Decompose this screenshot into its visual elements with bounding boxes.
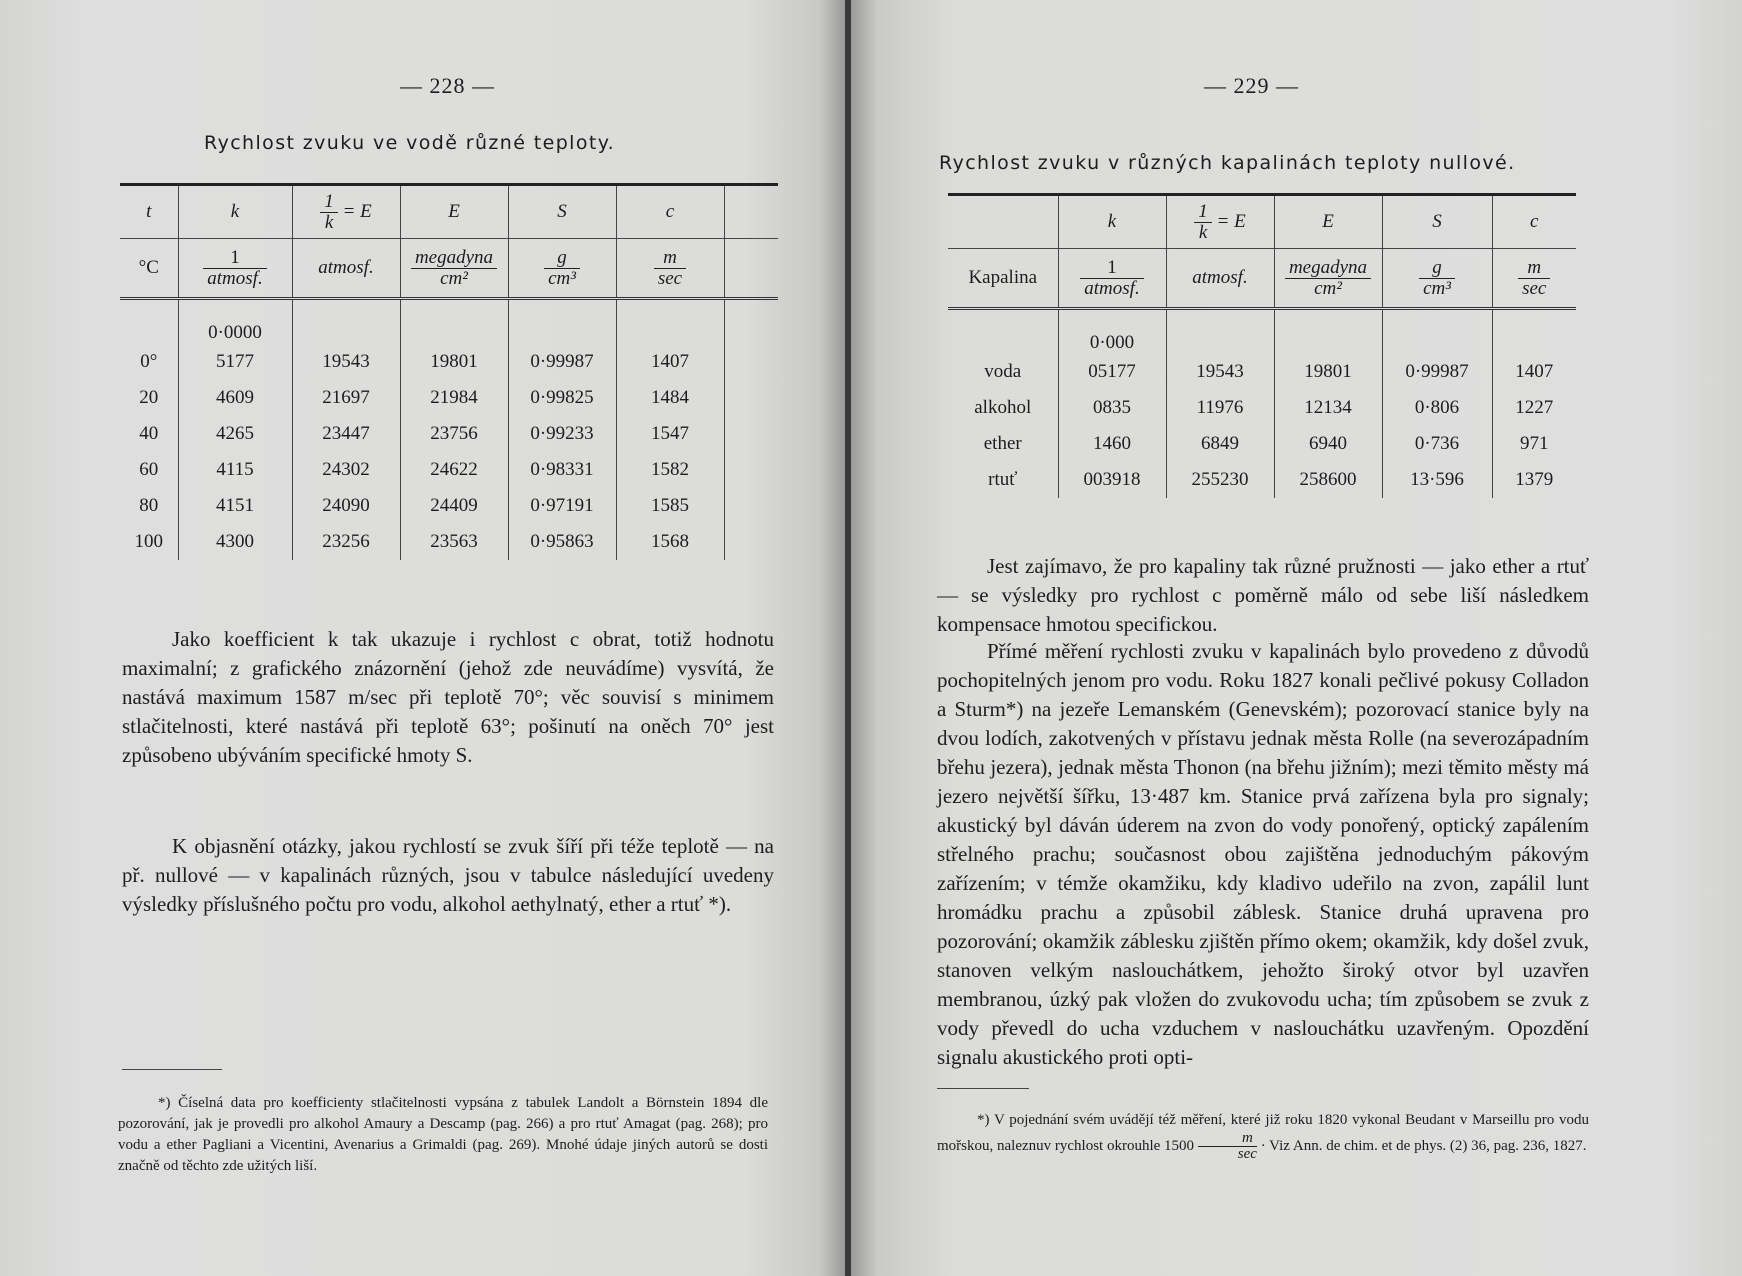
page-number: — 229 — [1204, 73, 1299, 98]
water-temperature-table [120, 183, 778, 560]
table-title: Rychlost zvuku v různých kapalinách teploty nullové. [939, 152, 1516, 174]
header-row [120, 185, 778, 239]
footnote-rule [122, 1069, 222, 1070]
paragraph-measurement: Přímé měření rychlosti zvuku v kapalinách bylo provedeno z důvodů pochopitelných jenom pro vodu. Roku 1827 konali pečlivé pokusy Colladon a Sturm*) na jezeře Lemanském (Genevském); pozorovací stanice byly na dvou lodích, zakotvených v přístavu jednak města Rolle (na severozápadním břehu jezera), jednak města Thonon (na břehu jižním); mezi těmito městy má jezero největší šířku, 13·487 km. Stanice prvá zařízena byla pro signaly; akustický byl dáván úderem na zvon do vody ponořený, optický zapálením střelného prachu; současnost obou zajištěna jednoduchým pákovým zařízením; v témže okamžiku, kdy kladivo udeřilo na zvon, zapálil lunt hromádku prachu a způsobil záblesk. Stanice druhá upravena pro pozorování; okamžik záblesku zjištěn přímo okem; okamžik, kdy došel zvuk, stanoven velkým naslouchátkem, jehožto široký otvor byl uzavřen membranou, úzký pak vložen do zvukovodu ucha; tím způsobem se zvuk z vody převedl do ucha vzduchem v naslouchátku uzavřeným. Opozdění signalu akustického proti opti- [937, 639, 1589, 1069]
unit-inverse: atmosf. [1166, 249, 1274, 309]
footnote: *) V pojednání svém uvádějí též měření, které již roku 1820 vykonal Beudant v Marseillu pro vodu mořskou, naleznuv rychlost okrouhle 1500 m sec · Viz Ann. de chim. et de phys. (2) 36, pag. 236, 1827. [937, 1112, 1589, 1162]
col-c: c [616, 185, 724, 239]
unit-k: $\frac{1}{\text{atmosf.}}$ [178, 239, 292, 299]
col-S: S [508, 185, 616, 239]
unit-liquid: Kapalina [948, 249, 1058, 309]
unit-S: $\frac{g}{\text{cm³}}$ [508, 239, 616, 299]
unit-S: $\frac{g}{\text{cm³}}$ [1382, 249, 1492, 309]
k-prefix: 0·0000 [178, 299, 292, 345]
page-228 [0, 0, 845, 1276]
unit-k: $\frac{1}{\text{atmosf.}}$ [1058, 249, 1166, 309]
table-row: 40 4265 23447 23756 0·99233 1547 [120, 416, 778, 452]
paragraph-compensation: Jest zajímavo, že pro kapaliny tak různé pružnosti — jako ether a rtuť — se výsledky pro rychlost c poměrně málo od sebe liší následkem kompensace hmotou specifickou. [937, 554, 1589, 636]
footnote-rule [937, 1088, 1029, 1089]
unit-fraction: m sec [1198, 1131, 1257, 1162]
table-row: 60 4115 24302 24622 0·98331 1582 [120, 452, 778, 488]
col-E: E [1274, 195, 1382, 249]
table-row: ether 1460 6849 6940 0·736 971 [948, 426, 1576, 462]
table-row: rtuť 003918 255230 258600 13·596 1379 [948, 462, 1576, 498]
table-row: alkohol 0835 11976 12134 0·806 1227 [948, 390, 1576, 426]
col-t: t [120, 185, 178, 239]
unit-t: °C [120, 239, 178, 299]
unit-row [948, 249, 1576, 309]
table-row: 0° 5177 19543 19801 0·99987 1407 [120, 344, 778, 380]
k-prefix: 0·000 [1058, 309, 1166, 355]
paragraph-liquids: K objasnění otázky, jakou rychlostí se zvuk šíří při téže teplotě — na př. nullové — v kapalinách různých, jsou v tabulce následující uvedeny výsledky příslušného počtu pro vodu, alkohol aethylnatý, ether a rtuť *). [122, 834, 774, 916]
page-number: — 228 — [400, 73, 495, 98]
header-row [948, 195, 1576, 249]
unit-c: $\frac{m}{\sec}$ [1492, 249, 1576, 309]
prefix-row [120, 299, 778, 345]
col-k: k [178, 185, 292, 239]
table-row: voda 05177 19543 19801 0·99987 1407 [948, 354, 1576, 390]
table-row: 80 4151 24090 24409 0·97191 1585 [120, 488, 778, 524]
col-k: k [1058, 195, 1166, 249]
unit-inverse: atmosf. [292, 239, 400, 299]
col-inverse: $\frac{1}{k}$ = E [1166, 195, 1274, 249]
prefix-row [948, 309, 1576, 355]
unit-c: $\frac{m}{\sec}$ [616, 239, 724, 299]
paragraph-maximum: Jako koefficient k tak ukazuje i rychlost c obrat, totiž hodnotu maximalní; z grafického znázornění (jehož zde neuvádíme) vysvítá, že nastává maximum 1587 m/sec při teplotě 70°; věc souvisí s minimem stlačitelnosti, které nastává při teplotě 63°; pošinutí na oněch 70° jest způsobeno ubýváním specifické hmoty S. [122, 627, 774, 767]
unit-E: $\frac{\text{megadyna}}{\text{cm²}}$ [400, 239, 508, 299]
unit-E: $\frac{\text{megadyna}}{\text{cm²}}$ [1274, 249, 1382, 309]
page-229 [851, 0, 1742, 1276]
footnote: *) Číselná data pro koefficienty stlačitelnosti vypsána z tabulek Landolt a Börnstein 1894 dle pozorování, jak je provedli pro alkohol Amaury a Descamp (pag. 266) a pro rtuť Amagat (pag. 268); pro vodu a ether Pagliani a Vicentini, Avenarius a Grimaldi (pag. 269). Mnohé údaje jiných autorů se dosti značně od těchto zde užitých liší. [118, 1095, 768, 1174]
col-E: E [400, 185, 508, 239]
table-row: 100 4300 23256 23563 0·95863 1568 [120, 524, 778, 560]
table-title: Rychlost zvuku ve vodě různé teploty. [204, 132, 616, 154]
unit-row [120, 239, 778, 299]
col-inverse: $\frac{1}{k}$ = E [292, 185, 400, 239]
col-S: S [1382, 195, 1492, 249]
liquids-table [948, 193, 1576, 498]
col-c: c [1492, 195, 1576, 249]
table-row: 20 4609 21697 21984 0·99825 1484 [120, 380, 778, 416]
